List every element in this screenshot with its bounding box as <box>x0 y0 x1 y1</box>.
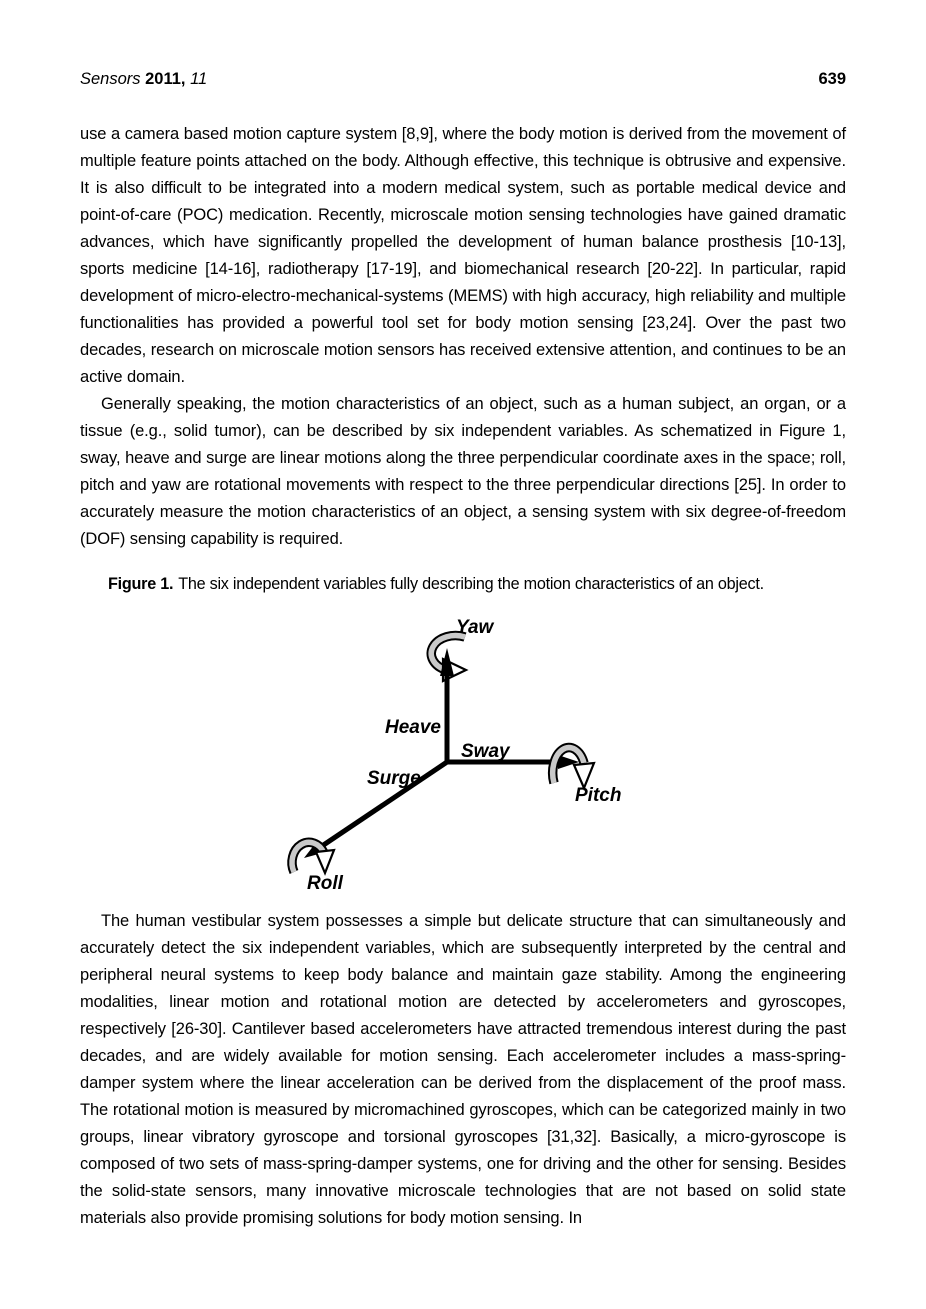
figure-1 <box>80 612 846 907</box>
figure-caption <box>80 571 846 598</box>
figure-caption-text: The six independent variables fully describing the motion characteristics of an object. <box>178 575 764 593</box>
roll-label: Roll <box>307 873 343 894</box>
paragraph-3: The human vestibular system possesses a simple but delicate structure that can simultaneously and accurately detect the six independent variables, which are subsequently interpreted by the central and peripheral neural systems to keep body balance and maintain gaze stability. Among the engineering modalities, linear motion and rotational motion are detected by accelerometers and gyroscopes, respectively [26-30]. Cantilever based accelerometers have attracted tremendous interest during the past decades, and are widely available for motion sensing. Each accelerometer includes a mass-spring-damper system where the linear acceleration can be derived from the displacement of the proof mass. The rotational motion is measured by micromachined gyroscopes, which can be categorized mainly in two groups, linear vibratory gyroscope and torsional gyroscopes [31,32]. Basically, a micro-gyroscope is composed of two sets of mass-spring-damper systems, one for driving and the other for sensing. Besides the solid-state sensors, many innovative microscale technologies that are not based on solid state materials also provide promising solutions for body motion sensing. In <box>80 912 846 1227</box>
page-number: 639 <box>818 70 846 88</box>
sway-label: Sway <box>461 741 510 762</box>
journal-name: Sensors <box>80 70 141 88</box>
heave-label: Heave <box>385 717 441 738</box>
paragraph-2: Generally speaking, the motion characteristics of an object, such as a human subject, an organ, or a tissue (e.g., solid tumor), can be described by six independent variables. As schematized in Figure 1, sway, heave and surge are linear motions along the three perpendicular coordinate axes in the space; roll, pitch and yaw are rotational movements with respect to the three perpendicular directions [25]. In order to accurately measure the motion characteristics of an object, a sensing system with six degree-of-freedom (DOF) sensing capability is required. <box>80 395 846 548</box>
six-dof-diagram <box>280 612 660 907</box>
running-head <box>80 0 846 93</box>
journal-citation <box>80 66 207 93</box>
surge-label: Surge <box>367 768 421 789</box>
paragraph-1: use a camera based motion capture system [8,9], where the body motion is derived from the movement of multiple feature points attached on the body. Although effective, this technique is obtrusive and expensive. It is also difficult to be integrated into a modern medical system, such as portable medical device and point-of-care (POC) medication. Recently, microscale motion sensing technologies have gained dramatic advances, which have significantly propelled the development of human balance prosthesis [10-13], sports medicine [14-16], radiotherapy [17-19], and biomechanical research [20-22]. In particular, rapid development of micro-electro-mechanical-systems (MEMS) with high accuracy, high reliability and multiple functionalities has provided a powerful tool set for body motion sensing [23,24]. Over the past two decades, research on microscale motion sensors has received extensive attention, and continues to be an active domain. <box>80 125 846 386</box>
journal-year: 2011, <box>145 70 186 88</box>
pitch-label: Pitch <box>575 785 622 806</box>
yaw-label: Yaw <box>456 617 494 638</box>
figure-caption-label: Figure 1. <box>108 575 174 593</box>
roll-rotation-arrow-icon <box>292 842 334 873</box>
journal-volume: 11 <box>190 70 208 88</box>
